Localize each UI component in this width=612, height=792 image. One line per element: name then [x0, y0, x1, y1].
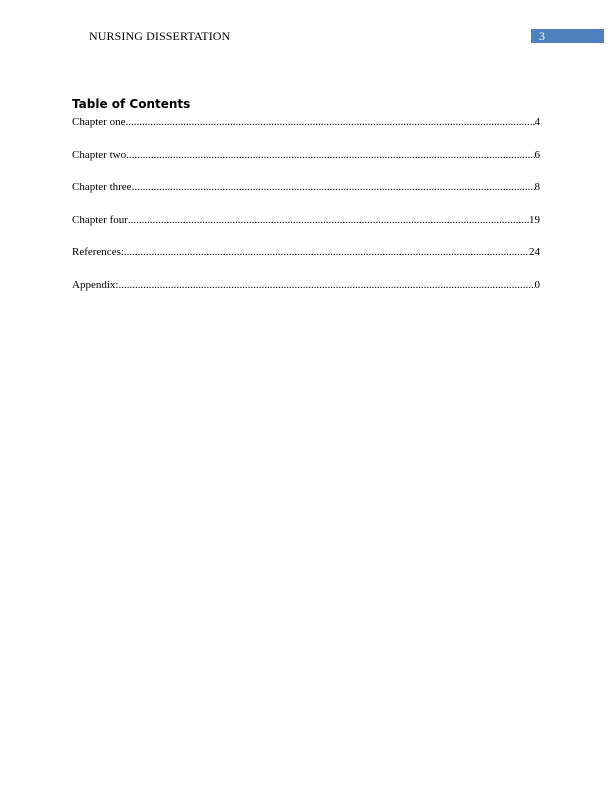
toc-dot-leader	[132, 180, 535, 195]
toc-entry-chapter-four[interactable]	[72, 213, 540, 228]
toc-dot-leader	[118, 278, 534, 293]
toc-heading: Table of Contents	[72, 97, 191, 111]
toc-entry-page: 8	[534, 181, 540, 193]
toc-entry-label: Appendix:	[72, 278, 119, 291]
toc-dot-leader	[128, 213, 529, 228]
toc-dot-leader	[124, 245, 529, 260]
toc-entry-label: Chapter two	[72, 148, 127, 161]
toc-dot-leader	[126, 148, 534, 163]
toc-entry-label: Chapter three	[72, 181, 132, 193]
toc-entry-chapter-two[interactable]	[72, 148, 540, 163]
toc-entry-chapter-three[interactable]	[72, 180, 540, 195]
page-number: 3	[539, 29, 545, 43]
toc-entry-page: 0	[534, 278, 540, 291]
toc-entry-label: Chapter four	[72, 213, 128, 226]
toc-list	[72, 115, 540, 310]
running-header-title: NURSING DISSERTATION	[89, 29, 231, 43]
toc-entry-page: 24	[529, 246, 540, 258]
toc-entry-label: References:	[72, 246, 124, 258]
toc-entry-references[interactable]	[72, 245, 540, 260]
toc-entry-label: Chapter one	[72, 116, 126, 128]
toc-dot-leader	[125, 115, 534, 130]
page-number-badge	[531, 29, 604, 43]
toc-entry-appendix[interactable]	[72, 278, 540, 293]
toc-entry-page: 6	[534, 148, 540, 161]
toc-entry-page: 4	[534, 116, 540, 128]
toc-entry-chapter-one[interactable]	[72, 115, 540, 130]
toc-entry-page: 19	[529, 213, 540, 226]
